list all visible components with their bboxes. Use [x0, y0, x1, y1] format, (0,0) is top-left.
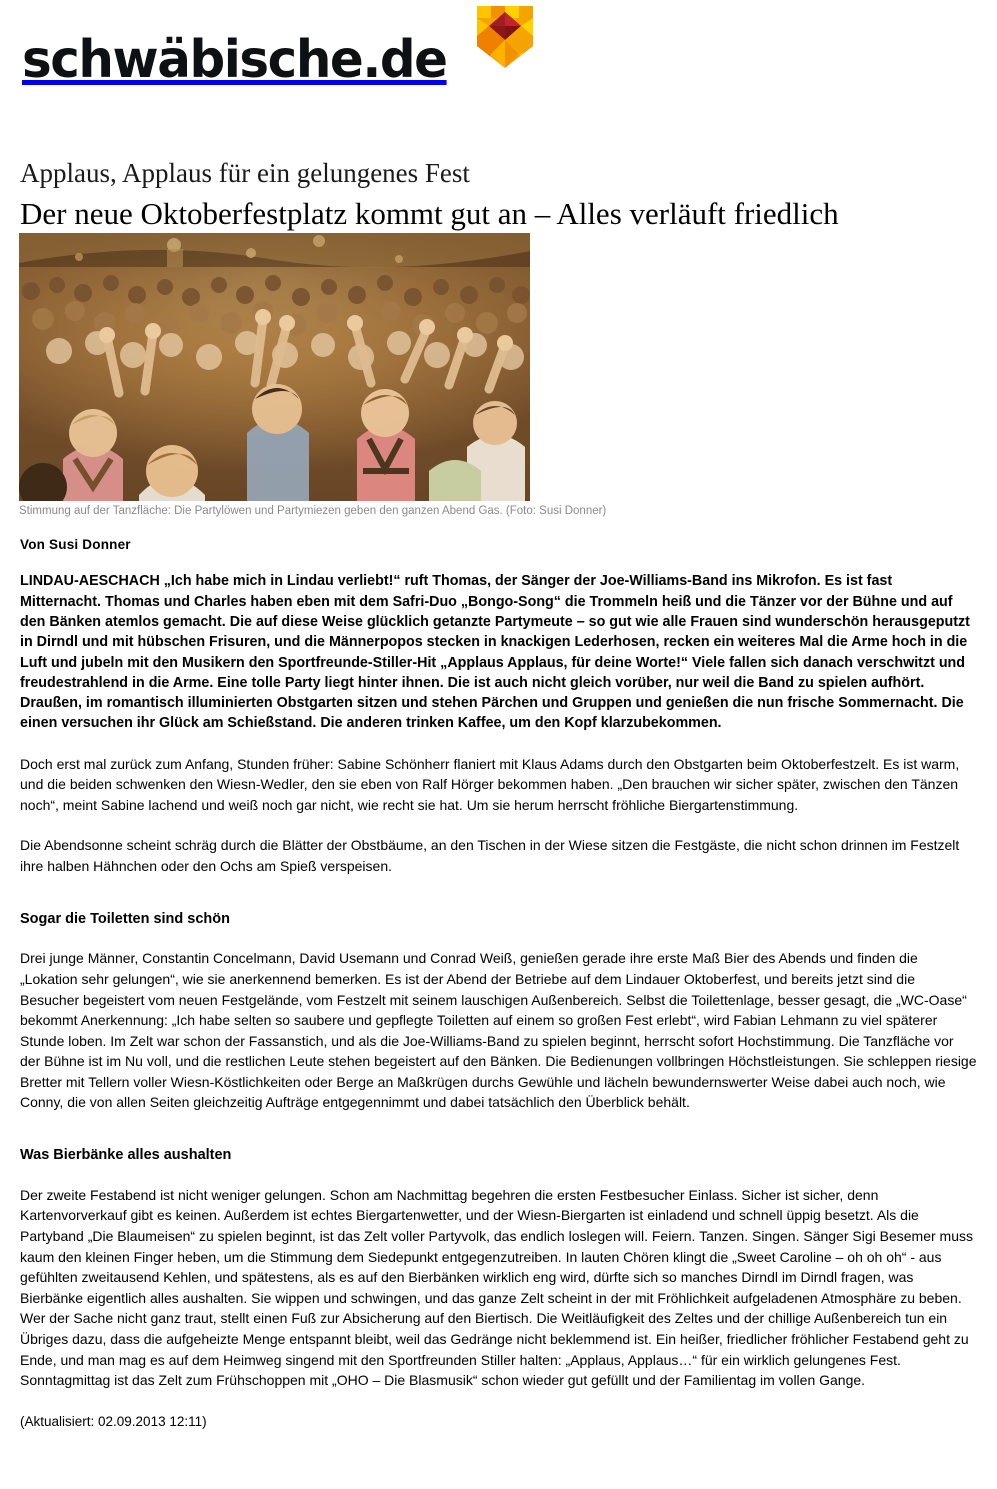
article-lead-paragraph: LINDAU-AESCHACH „Ich habe mich in Lindau verliebt!“ ruft Thomas, der Sänger der Joe-Williams-Band ins Mikrofon. Es ist fast Mitternacht. Thomas und Charles haben eben mit dem Safri-Duo „Bongo-Song“ die Trommeln heiß und die Tänzer vor der Bühne und auf den Bänken atemlos gemacht. Die auf diese Weise glücklich getanzte Partymeute – so gut wie alle Frauen sind wunderschön herausgeputzt in Dirndl und mit hübschen Frisuren, und die Männerpopos stecken in knackigen Lederhosen, recken ein weiteres Mal die Arme hoch in die Luft und jubeln mit den Musikern den Sportfreunde-Stiller-Hit „Applaus Applaus, für deine Worte!“ Viele fallen sich danach verschwitzt und freudestrahlend in die Arme. Eine tolle Party liegt hinter ihnen. Die ist auch nicht gleich vorüber, nur weil die Band zu spielen aufhört. Draußen, im romantisch illuminierten Obstgarten sitzen und stehen Pärchen und Gruppen und genießen die nun frische Sommernacht. Die einen versuchen ihr Glück am Schießstand. Die anderen trinken Kaffee, um den Kopf klarzubekommen. — [20, 573, 970, 732]
site-logo-wordmark: schwäbische.de — [22, 30, 447, 90]
article-photo — [19, 233, 530, 501]
site-masthead — [0, 0, 997, 118]
article-byline: Von Susi Donner — [20, 537, 131, 553]
article-subhead-1: Sogar die Toiletten sind schön — [20, 910, 231, 927]
site-logo-link[interactable] — [22, 30, 464, 90]
article-paragraph-1: Doch erst mal zurück zum Anfang, Stunden früher: Sabine Schönherr flaniert mit Klaus Adams durch den Obstgarten beim Oktoberfestzelt. Es ist warm, und die beiden schwenken den Wiesn-Wedler, den sie eben von Ralf Hörger bekommen haben. „Den brauchen wir sicher später, zwischen den Tänzen noch“, meint Sabine lachend und weiß noch gar nicht, wie recht sie hat. Um sie herum herrscht fröhliche Biergartenstimmung. — [20, 755, 960, 813]
article-paragraph-2: Die Abendsonne scheint schräg durch die Blätter der Obstbäume, an den Tischen in der Wiese sitzen die Festgäste, die nicht schon drinnen im Festzelt ihre halben Hähnchen oder den Ochs am Spieß verspeisen. — [20, 837, 960, 875]
article-kicker: Applaus, Applaus für ein gelungenes Fest — [20, 158, 470, 188]
article-body — [20, 571, 977, 1431]
article-section-2-text: Der zweite Festabend ist nicht weniger gelungen. Schon am Nachmittag begehren die ersten Festbesucher Einlass. Sicher ist sicher, denn Kartenvorverkauf gibt es keinen. Außerdem ist echtes Biergartenwetter, und der Wiesn-Biergarten ist einladend und schnell üppig besetzt. Als die Partyband „Die Blaumeisen“ zu spielen beginnt, ist das Zelt voller Partyvolk, das endlich loslegen will. Feiern. Tanzen. Singen. Sänger Sigi Besemer muss kaum den kleinen Finger heben, um die Stimmung dem Siedepunkt entgegenzutreiben. In lauten Chören klingt die „Sweet Caroline – oh oh oh“ - aus gefühlten zweitausend Kehlen, und spätestens, als es auf den Bierbänken wirklich eng wird, dürfte sich so manches Dirndl im Dirndl fragen, was Bierbänke eigentlich alles aushalten. Sie wippen und schwingen, und das ganze Zelt scheint in der mit Fröhlichkeit aufgeladenen Atmosphäre zu beben. Wer der Sache nicht ganz traut, stellt einen Fuß zur Absicherung auf den Biertisch. Die Weitläufigkeit des Zeltes und der chillige Außenbereich tun ein Übriges dazu, dass die aufgeheizte Menge entspannt bleibt, weil das Gedränge nicht beklemmend ist. Ein heißer, friedlicher fröhlicher Festabend geht zu Ende, und man mag es auf dem Heimweg singend mit den Sportfreunden Stiller halten: „Applaus, Applaus…“ für ein wirklich gelungenes Fest. Sonntagmittag ist das Zelt zum Frühschoppen mit „OHO – Die Blasmusik“ schon wieder gut gefüllt und der Familientag im vollen Gange. — [20, 1186, 973, 1389]
article-updated-timestamp: (Aktualisiert: 02.09.2013 12:11) — [20, 1413, 207, 1429]
article-section-1-text: Drei junge Männer, Constantin Concelmann, David Usemann und Conrad Weiß, genießen gerade ihre erste Maß Bier des Abends und finden die „Lokation sehr gelungen“, wie sie anerkennend bemerken. Es ist der Abend der Betriebe auf dem Lindauer Oktoberfest, und bereits jetzt sind die Besucher begeistert vom neuen Festgelände, vom Festzelt mit seinem lauschigen Außenbereich. Selbst die Toilettenlage, besser gesagt, die „WC-Oase“ bekommt Anerkennung: „Ich habe selten so saubere und gepflegte Toiletten auf einem so großen Fest erlebt“, wird Fabian Lehmann zu viel späterer Stunde loben. Im Zelt war schon der Fassanstich, und als die Joe-Williams-Band zu spielen beginnt, herrscht sofort Hochstimmung. Die Tanzfläche vor der Bühne ist im Nu voll, und die restlichen Leute stehen begeistert auf den Bänken. Die Bedienungen vollbringen Höchstleistungen. Sie schleppen riesige Bretter mit Tellern voller Wiesn-Köstlichkeiten oder Berge an Maßkrügen durchs Gewühle und lächeln bewundernswerter Weise dabei auch noch, wie Conny, die von allen Seiten gleichzeitig Aufträge entgegennimmt und dabei tatsächlich den Überblick behält. — [20, 950, 977, 1111]
article-subhead-2: Was Bierbänke alles aushalten — [20, 1147, 232, 1164]
photo-caption: Stimmung auf der Tanzfläche: Die Partylöwen und Partymiezen geben den ganzen Abend Gas. (Foto: Susi Donner) — [19, 504, 607, 517]
article-photo-figure — [19, 233, 607, 520]
article-headline: Der neue Oktoberfestplatz kommt gut an – Alles verläuft friedlich — [20, 196, 839, 232]
shield-logo-mark — [477, 6, 533, 68]
